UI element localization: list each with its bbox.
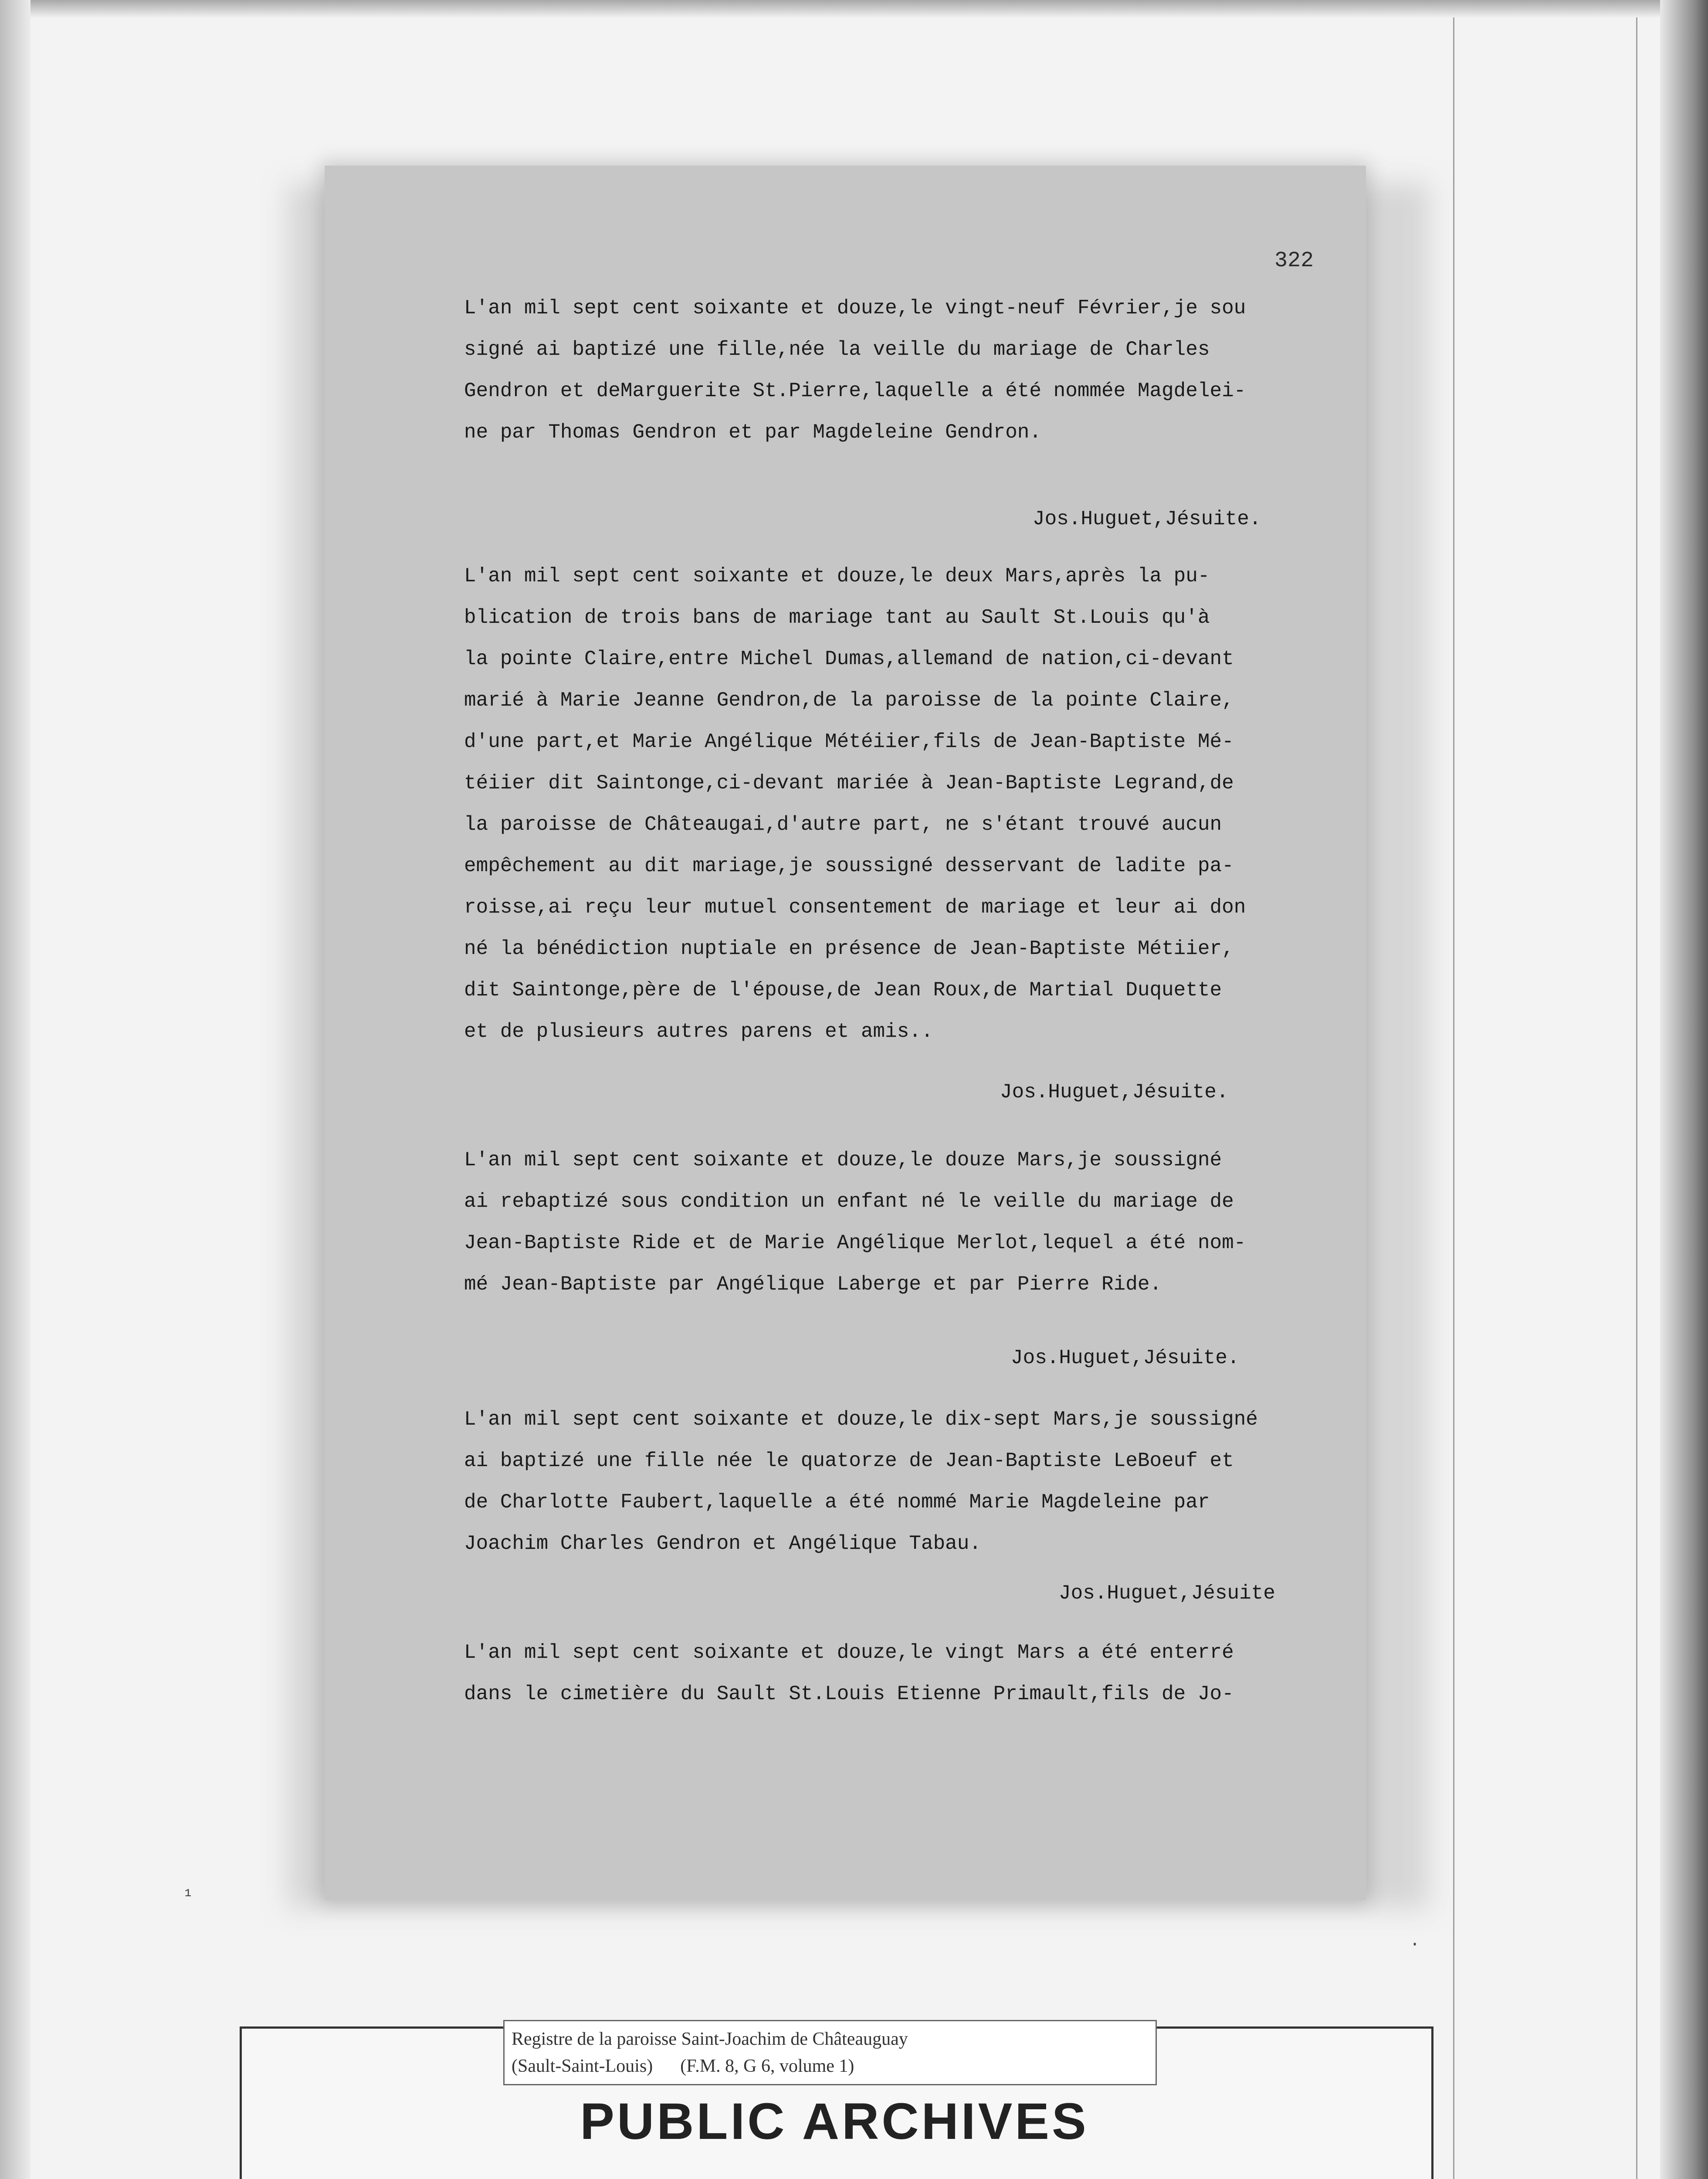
archive-stamp-title: PUBLIC ARCHIVES (580, 2093, 1089, 2150)
entry-line: mé Jean-Baptiste par Angélique Laberge et par Pierre Ride. (464, 1273, 1162, 1296)
entry-line: né la bénédiction nuptiale en présence de Jean-Baptiste Métiier, (464, 937, 1234, 960)
film-edge-top (0, 0, 1708, 17)
entry-line: Gendron et deMarguerite St.Pierre,laquelle a été nommée Magdelei- (464, 380, 1246, 402)
entry-signature: Jos.Huguet,Jésuite. (1000, 1081, 1229, 1103)
film-edge-left (0, 0, 30, 2179)
register-entry (464, 1632, 1335, 1715)
entry-line: Joachim Charles Gendron et Angélique Tabau. (464, 1532, 981, 1555)
entry-line: dans le cimetière du Sault St.Louis Etienne Primault,fils de Jo- (464, 1683, 1234, 1705)
film-scratch-line (1636, 17, 1637, 2179)
entry-line: L'an mil sept cent soixante et douze,le deux Mars,après la pu- (464, 565, 1210, 587)
register-entry (464, 1140, 1335, 1305)
entry-line: L'an mil sept cent soixante et douze,le douze Mars,je soussigné (464, 1149, 1222, 1171)
entry-signature: Jos.Huguet,Jésuite. (1011, 1347, 1240, 1369)
entry-line: ai baptizé une fille née le quatorze de Jean-Baptiste LeBoeuf et (464, 1449, 1234, 1472)
entry-line: la paroisse de Châteaugai,d'autre part, ne s'étant trouvé aucun (464, 813, 1222, 836)
caption-line: (Sault-Saint-Louis) (F.M. 8, G 6, volume 1) (512, 2056, 854, 2076)
register-entry (464, 288, 1335, 453)
entry-line: ai rebaptizé sous condition un enfant né le veille du mariage de (464, 1190, 1234, 1213)
film-dust-mark: ¹ (183, 1887, 194, 1907)
entry-line: empêchement au dit mariage,je soussigné desservant de ladite pa- (464, 855, 1234, 877)
entry-line: d'une part,et Marie Angélique Météiier,fils de Jean-Baptiste Mé- (464, 730, 1234, 753)
entry-signature: Jos.Huguet,Jésuite. (1033, 508, 1261, 530)
entry-line: blication de trois bans de mariage tant au Sault St.Louis qu'à (464, 606, 1210, 629)
register-entry (464, 1399, 1335, 1565)
entry-line: Jean-Baptiste Ride et de Marie Angélique Merlot,lequel a été nom- (464, 1232, 1246, 1254)
entry-line: roisse,ai reçu leur mutuel consentement de mariage et leur ai don (464, 896, 1246, 919)
entry-line: L'an mil sept cent soixante et douze,le vingt-neuf Février,je sou (464, 297, 1246, 319)
entry-line: L'an mil sept cent soixante et douze,le vingt Mars a été enterré (464, 1641, 1234, 1664)
entry-line: marié à Marie Jeanne Gendron,de la paroisse de la pointe Claire, (464, 689, 1234, 712)
entry-line: signé ai baptizé une fille,née la veille du mariage de Charles (464, 338, 1210, 361)
entry-line: dit Saintonge,père de l'épouse,de Jean Roux,de Martial Duquette (464, 979, 1222, 1001)
entry-signature: Jos.Huguet,Jésuite (1059, 1582, 1275, 1605)
film-edge-right (1660, 0, 1708, 2179)
entry-line: téiier dit Saintonge,ci-devant mariée à Jean-Baptiste Legrand,de (464, 772, 1234, 794)
film-dust-mark: · (1410, 1935, 1420, 1955)
archive-caption-slip (503, 2020, 1157, 2085)
entry-line: ne par Thomas Gendron et par Magdeleine Gendron. (464, 421, 1042, 444)
entry-line: la pointe Claire,entre Michel Dumas,allemand de nation,ci-devant (464, 648, 1234, 670)
caption-line: Registre de la paroisse Saint-Joachim de Châteauguay (512, 2029, 908, 2049)
film-scratch-line (1453, 17, 1454, 2179)
entry-line: L'an mil sept cent soixante et douze,le dix-sept Mars,je soussigné (464, 1408, 1258, 1431)
register-entry (464, 556, 1335, 1052)
entry-line: et de plusieurs autres parens et amis.. (464, 1020, 933, 1043)
entry-line: de Charlotte Faubert,laquelle a été nommé Marie Magdeleine par (464, 1491, 1210, 1514)
page-number: 322 (1274, 248, 1314, 273)
